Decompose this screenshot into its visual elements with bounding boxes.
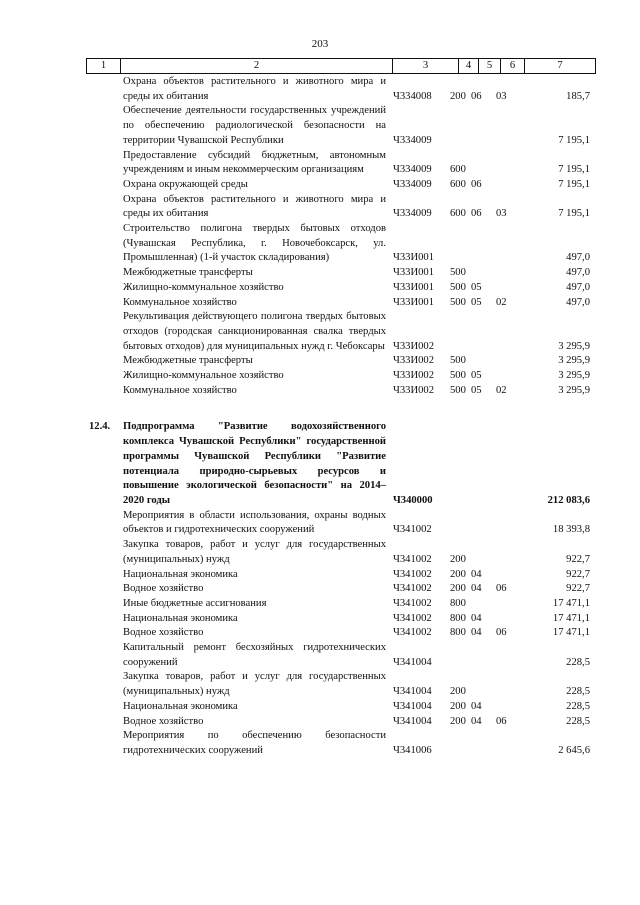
table-row bbox=[0, 538, 640, 567]
header-col-5: 5 bbox=[479, 59, 501, 73]
expense-type: 500 bbox=[450, 384, 466, 396]
row-name: Строительство полигона твердых бытовых отходов (Чувашская Республика, г. Новочебоксарск, ул. Промышленная) (1-й участок складирования) bbox=[123, 223, 386, 264]
amount: 497,0 bbox=[566, 252, 590, 264]
row-name: Предоставление субсидий бюджетным, автономным учреждениям и иным некоммерческим организациям bbox=[123, 149, 386, 176]
budget-code: Ч341002 bbox=[393, 612, 432, 624]
expense-type: 200 bbox=[450, 583, 466, 595]
section-code: 06 bbox=[471, 90, 482, 102]
budget-code: Ч33И002 bbox=[393, 340, 435, 352]
amount: 228,5 bbox=[566, 700, 590, 712]
row-name: Водное хозяйство bbox=[123, 627, 204, 639]
row-name: Иные бюджетные ассигнования bbox=[123, 597, 267, 609]
table-row bbox=[0, 193, 640, 222]
amount: 3 295,9 bbox=[558, 384, 590, 396]
section-code: 05 bbox=[471, 281, 482, 293]
budget-code: Ч341004 bbox=[393, 656, 432, 668]
row-spacer bbox=[0, 398, 640, 420]
expense-type: 500 bbox=[450, 370, 466, 382]
table-row bbox=[0, 296, 640, 311]
table-row bbox=[0, 568, 640, 583]
subsection-code: 02 bbox=[496, 296, 507, 308]
row-name: Межбюджетные трансферты bbox=[123, 267, 253, 279]
subsection-code: 03 bbox=[496, 208, 507, 220]
row-name: Охрана объектов растительного и животного мира и среды их обитания bbox=[123, 76, 386, 102]
table-row bbox=[0, 597, 640, 612]
section-code: 04 bbox=[471, 700, 482, 712]
expense-type: 200 bbox=[450, 686, 466, 698]
subsection-code: 06 bbox=[496, 627, 507, 639]
table-header bbox=[86, 58, 596, 74]
table-row bbox=[0, 626, 640, 641]
row-name: Водное хозяйство bbox=[123, 583, 204, 595]
budget-code: Ч33И002 bbox=[393, 355, 435, 367]
section-number: 12.4. bbox=[89, 421, 111, 433]
table-row bbox=[0, 281, 640, 296]
table-row bbox=[0, 641, 640, 670]
table-row bbox=[0, 582, 640, 597]
row-name: Обеспечение деятельности государственных учреждений по обеспечению радиологической безопасности на территории Чувашской Республики bbox=[123, 105, 386, 146]
expense-type: 200 bbox=[450, 553, 466, 565]
amount: 922,7 bbox=[566, 568, 590, 580]
expense-type: 500 bbox=[450, 355, 466, 367]
table-row bbox=[0, 149, 640, 178]
expense-type: 200 bbox=[450, 90, 466, 102]
budget-code: Ч33И001 bbox=[393, 281, 435, 293]
subsection-code: 02 bbox=[496, 384, 507, 396]
row-name: Мероприятия в области использования, охраны водных объектов и гидротехнических сооружений bbox=[123, 509, 386, 536]
table-row bbox=[0, 509, 640, 538]
amount: 7 195,1 bbox=[558, 164, 590, 176]
header-col-6: 6 bbox=[501, 59, 525, 73]
table-row bbox=[0, 354, 640, 369]
amount: 7 195,1 bbox=[558, 134, 590, 146]
budget-code: Ч334009 bbox=[393, 178, 432, 190]
amount: 497,0 bbox=[566, 296, 590, 308]
row-name: Закупка товаров, работ и услуг для государственных (муниципальных) нужд bbox=[123, 539, 386, 565]
expense-type: 600 bbox=[450, 178, 466, 190]
row-name: Охрана окружающей среды bbox=[123, 178, 248, 190]
amount: 922,7 bbox=[566, 553, 590, 565]
row-name: Подпрограмма "Развитие водохозяйственного комплекса Чувашской Республики" государственной программы Чувашской Республики "Развитие потенциала природно-сырьевых ресурсов и повышение экологической безопасности" на 2014–2020 годы bbox=[123, 421, 386, 506]
row-name: Межбюджетные трансферты bbox=[123, 355, 253, 367]
header-col-4: 4 bbox=[459, 59, 479, 73]
row-name: Коммунальное хозяйство bbox=[123, 384, 237, 396]
budget-code: Ч341004 bbox=[393, 715, 432, 727]
amount: 3 295,9 bbox=[558, 370, 590, 382]
expense-type: 800 bbox=[450, 627, 466, 639]
expense-type: 500 bbox=[450, 296, 466, 308]
row-name: Охрана объектов растительного и животного мира и среды их обитания bbox=[123, 193, 386, 220]
amount: 497,0 bbox=[566, 281, 590, 293]
header-col-2: 2 bbox=[121, 59, 393, 73]
subsection-code: 06 bbox=[496, 715, 507, 727]
expense-type: 500 bbox=[450, 267, 466, 279]
amount: 7 195,1 bbox=[558, 178, 590, 190]
budget-code: Ч341002 bbox=[393, 553, 432, 565]
amount: 17 471,1 bbox=[552, 627, 590, 639]
amount: 228,5 bbox=[566, 656, 590, 668]
section-code: 04 bbox=[471, 612, 482, 624]
budget-code: Ч341002 bbox=[393, 583, 432, 595]
budget-code: Ч334009 bbox=[393, 208, 432, 220]
section-code: 05 bbox=[471, 296, 482, 308]
amount: 922,7 bbox=[566, 583, 590, 595]
row-name: Национальная экономика bbox=[123, 700, 238, 712]
expense-type: 800 bbox=[450, 597, 466, 609]
table-row bbox=[0, 178, 640, 193]
amount: 2 645,6 bbox=[558, 744, 590, 756]
budget-code: Ч33И002 bbox=[393, 370, 435, 382]
section-code: 04 bbox=[471, 715, 482, 727]
header-col-3: 3 bbox=[393, 59, 459, 73]
subsection-code: 06 bbox=[496, 583, 507, 595]
budget-code: Ч334008 bbox=[393, 90, 432, 102]
budget-code: Ч334009 bbox=[393, 134, 432, 146]
row-name: Водное хозяйство bbox=[123, 715, 204, 727]
budget-code: Ч33И001 bbox=[393, 267, 435, 279]
table-row bbox=[0, 369, 640, 384]
expense-type: 600 bbox=[450, 208, 466, 220]
budget-code: Ч33И001 bbox=[393, 296, 435, 308]
section-code: 04 bbox=[471, 568, 482, 580]
budget-code: Ч341002 bbox=[393, 568, 432, 580]
amount: 497,0 bbox=[566, 267, 590, 279]
page-number: 203 bbox=[311, 38, 329, 50]
row-name: Рекультивация действующего полигона твердых бытовых отходов (городская санкционированная свалка твердых бытовых отходов) для муниципальных нужд г. Чебоксары bbox=[123, 311, 386, 352]
table-row bbox=[0, 75, 640, 104]
table-body bbox=[0, 75, 640, 759]
row-name: Национальная экономика bbox=[123, 568, 238, 580]
budget-code: Ч341006 bbox=[393, 744, 432, 756]
row-name: Закупка товаров, работ и услуг для государственных (муниципальных) нужд bbox=[123, 671, 386, 698]
header-col-1: 1 bbox=[87, 59, 121, 73]
amount: 3 295,9 bbox=[558, 340, 590, 352]
table-row bbox=[0, 420, 640, 508]
budget-code: Ч341002 bbox=[393, 627, 432, 639]
budget-code: Ч33И001 bbox=[393, 252, 435, 264]
table-row bbox=[0, 222, 640, 266]
budget-code: Ч341002 bbox=[393, 597, 432, 609]
amount: 228,5 bbox=[566, 686, 590, 698]
table-row bbox=[0, 266, 640, 281]
table-row bbox=[0, 104, 640, 148]
expense-type: 600 bbox=[450, 164, 466, 176]
row-name: Коммунальное хозяйство bbox=[123, 296, 237, 308]
row-name: Национальная экономика bbox=[123, 612, 238, 624]
table-row bbox=[0, 612, 640, 627]
section-code: 04 bbox=[471, 583, 482, 595]
section-code: 06 bbox=[471, 208, 482, 220]
table-row bbox=[0, 384, 640, 399]
budget-code: Ч340000 bbox=[393, 494, 433, 506]
table-row bbox=[0, 729, 640, 758]
expense-type: 800 bbox=[450, 612, 466, 624]
amount: 3 295,9 bbox=[558, 355, 590, 367]
budget-code: Ч341002 bbox=[393, 524, 432, 536]
amount: 7 195,1 bbox=[558, 208, 590, 220]
amount: 228,5 bbox=[566, 715, 590, 727]
amount: 212 083,6 bbox=[547, 494, 590, 506]
expense-type: 200 bbox=[450, 700, 466, 712]
amount: 17 471,1 bbox=[552, 612, 590, 624]
budget-code: Ч341004 bbox=[393, 686, 432, 698]
table-row bbox=[0, 715, 640, 730]
expense-type: 200 bbox=[450, 715, 466, 727]
table-row bbox=[0, 670, 640, 699]
budget-code: Ч334009 bbox=[393, 164, 432, 176]
section-code: 04 bbox=[471, 627, 482, 639]
expense-type: 200 bbox=[450, 568, 466, 580]
amount: 185,7 bbox=[566, 90, 590, 102]
section-code: 05 bbox=[471, 384, 482, 396]
expense-type: 500 bbox=[450, 281, 466, 293]
section-code: 05 bbox=[471, 370, 482, 382]
subsection-code: 03 bbox=[496, 90, 507, 102]
amount: 17 471,1 bbox=[552, 597, 590, 609]
row-name: Жилищно-коммунальное хозяйство bbox=[123, 281, 284, 293]
table-row bbox=[0, 310, 640, 354]
budget-code: Ч33И002 bbox=[393, 384, 435, 396]
row-name: Капитальный ремонт бесхозяйных гидротехнических сооружений bbox=[123, 642, 386, 668]
amount: 18 393,8 bbox=[552, 524, 590, 536]
table-row bbox=[0, 700, 640, 715]
row-name: Мероприятия по обеспечению безопасности гидротехнических сооружений bbox=[123, 730, 386, 756]
header-col-7: 7 bbox=[557, 60, 563, 71]
budget-code: Ч341004 bbox=[393, 700, 432, 712]
row-name: Жилищно-коммунальное хозяйство bbox=[123, 370, 284, 382]
section-code: 06 bbox=[471, 178, 482, 190]
